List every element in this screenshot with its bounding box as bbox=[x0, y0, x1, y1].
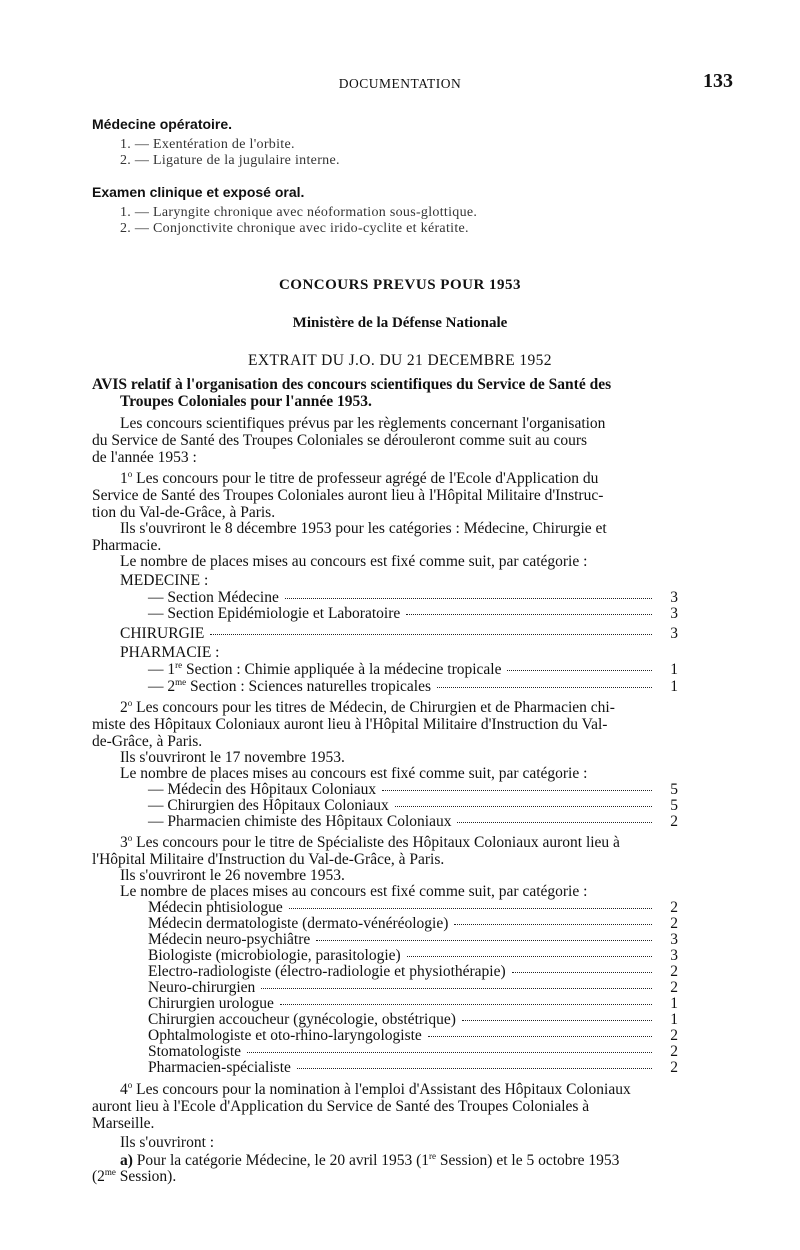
operatoire-item-1: 1. — Exentération de l'orbite. bbox=[120, 137, 295, 152]
section4-line-5: a) Pour la catégorie Médecine, le 20 avril 1953 (1re Session) et le 5 octobre 1953 bbox=[120, 1150, 620, 1169]
intro-line-2: du Service de Santé des Troupes Coloniales se dérouleront comme suit au cours bbox=[92, 432, 588, 449]
list-item-count: 2 bbox=[670, 1027, 678, 1044]
running-header: DOCUMENTATION bbox=[338, 76, 462, 91]
list-item-label: — Médecin des Hôpitaux Coloniaux bbox=[148, 781, 377, 798]
leader-dots bbox=[285, 598, 652, 599]
list-item-label: Médecin phtisiologue bbox=[148, 899, 283, 916]
section1-line-1: 1$^o$ Les concours pour le titre de professeur agrégé de l'Ecole d'Application du bbox=[120, 468, 599, 487]
section1-line-5: Pharmacie. bbox=[92, 537, 162, 554]
section2-number: 2 bbox=[120, 699, 128, 716]
list-item bbox=[148, 661, 678, 679]
list-item-label: — Pharmacien chimiste des Hôpitaux Coloniaux bbox=[148, 813, 452, 830]
list-item-count: 2 bbox=[670, 899, 678, 916]
section4-line-6: ($2^{me}$ Session). bbox=[92, 1166, 177, 1185]
list-item-count: 1 bbox=[670, 995, 678, 1012]
list-item-count: 5 bbox=[670, 781, 678, 798]
section3-number: 3 bbox=[120, 834, 128, 851]
clinique-item-1: 1. — Laryngite chronique avec néoformation sous-glottique. bbox=[120, 205, 478, 220]
concours-title: CONCOURS PREVUS POUR 1953 bbox=[278, 277, 522, 293]
leader-dots bbox=[437, 687, 652, 688]
avis-line-1: AVIS relatif à l'organisation des concours scientifiques du Service de Santé des bbox=[92, 376, 612, 393]
leader-dots bbox=[382, 790, 652, 791]
list-item-label: — Section Médecine bbox=[148, 589, 279, 606]
section4-line-3: Marseille. bbox=[92, 1115, 155, 1132]
list-item-count: 1 bbox=[670, 1011, 678, 1028]
leader-dots bbox=[462, 1020, 652, 1021]
section3-line-2: l'Hôpital Militaire d'Instruction du Val-de-Grâce, à Paris. bbox=[92, 851, 445, 868]
leader-dots bbox=[297, 1068, 652, 1069]
section2-line-5: Le nombre de places mises au concours est fixé comme suit, par catégorie : bbox=[120, 765, 588, 782]
section2-line-4: Ils s'ouvriront le 17 novembre 1953. bbox=[120, 749, 345, 766]
section4-number: 4 bbox=[120, 1081, 128, 1098]
pharmacie-heading: PHARMACIE : bbox=[120, 644, 220, 661]
section1-line-2: Service de Santé des Troupes Coloniales auront lieu à l'Hôpital Militaire d'Instruc- bbox=[92, 487, 604, 504]
page-number: 133 bbox=[703, 70, 733, 92]
section3-line-1: 3$^o$ Les concours pour le titre de Spécialiste des Hôpitaux Coloniaux auront lieu à bbox=[120, 832, 620, 851]
list-item-label: — Chirurgien des Hôpitaux Coloniaux bbox=[148, 797, 389, 814]
section4-line-2: auront lieu à l'Ecole d'Application du Service de Santé des Troupes Coloniales à bbox=[92, 1098, 590, 1115]
leader-dots bbox=[428, 1036, 652, 1037]
leader-dots bbox=[457, 822, 652, 823]
list-item-label: CHIRURGIE bbox=[120, 625, 205, 642]
leader-dots bbox=[280, 1004, 652, 1005]
list-item-count: 5 bbox=[670, 797, 678, 814]
section1-text: Les concours pour le titre de professeur agrégé de l'Ecole d'Application du bbox=[132, 470, 599, 487]
list-item-label: Biologiste (microbiologie, parasitologie) bbox=[148, 947, 401, 964]
list-item bbox=[148, 605, 678, 623]
leader-dots bbox=[247, 1052, 652, 1053]
section2-text: Les concours pour les titres de Médecin, de Chirurgien et de Pharmacien chi- bbox=[132, 699, 615, 716]
list-item-label: Neuro-chirurgien bbox=[148, 979, 256, 996]
clinique-heading: Examen clinique et exposé oral. bbox=[92, 184, 305, 200]
list-item bbox=[120, 625, 678, 643]
clinique-item-2: 2. — Conjonctivite chronique avec irido-cyclite et kératite. bbox=[120, 221, 469, 236]
list-item-label: Electro-radiologiste (électro-radiologie et physiothérapie) bbox=[148, 963, 506, 980]
operatoire-heading: Médecine opératoire. bbox=[92, 116, 233, 132]
operatoire-item-2: 2. — Ligature de la jugulaire interne. bbox=[120, 153, 340, 168]
list-item-count: 3 bbox=[670, 931, 678, 948]
list-item-label: Médecin neuro-psychiâtre bbox=[148, 931, 311, 948]
medecine-heading: MEDECINE : bbox=[120, 572, 209, 589]
leader-dots bbox=[507, 670, 652, 671]
list-item bbox=[148, 813, 678, 831]
list-item-count: 3 bbox=[670, 625, 678, 642]
list-item-count: 2 bbox=[670, 979, 678, 996]
list-item-label: Chirurgien accoucheur (gynécologie, obstétrique) bbox=[148, 1011, 456, 1028]
ministry-heading: Ministère de la Défense Nationale bbox=[292, 315, 508, 331]
list-item bbox=[148, 1059, 678, 1077]
leader-dots bbox=[289, 908, 652, 909]
section3-line-3: Ils s'ouvriront le 26 novembre 1953. bbox=[120, 867, 345, 884]
section4-text: Les concours pour la nomination à l'emploi d'Assistant des Hôpitaux Coloniaux bbox=[132, 1081, 631, 1098]
list-item-label: Pharmacien-spécialiste bbox=[148, 1059, 291, 1076]
item-letter-a: a) bbox=[120, 1152, 133, 1169]
section2-line-3: de-Grâce, à Paris. bbox=[92, 733, 203, 750]
list-item-label: — Section Epidémiologie et Laboratoire bbox=[148, 605, 401, 622]
section1-number: 1 bbox=[120, 470, 128, 487]
section2-line-2: miste des Hôpitaux Coloniaux auront lieu à l'Hôpital Militaire d'Instruction du Val- bbox=[92, 716, 608, 733]
list-item-count: 2 bbox=[670, 1059, 678, 1076]
list-item-count: 2 bbox=[670, 915, 678, 932]
list-item bbox=[148, 678, 678, 696]
section4-line-4: Ils s'ouvriront : bbox=[120, 1134, 215, 1151]
intro-line-3: de l'année 1953 : bbox=[92, 449, 197, 466]
extract-heading: EXTRAIT DU J.O. DU 21 DECEMBRE 1952 bbox=[248, 352, 552, 369]
list-item-count: 2 bbox=[670, 963, 678, 980]
list-item-label: Ophtalmologiste et oto-rhino-laryngologiste bbox=[148, 1027, 422, 1044]
leader-dots bbox=[512, 972, 652, 973]
leader-dots bbox=[406, 614, 652, 615]
list-item-label: Stomatologiste bbox=[148, 1043, 241, 1060]
leader-dots bbox=[261, 988, 652, 989]
list-item-count: 1 bbox=[670, 661, 678, 678]
list-item-label: Médecin dermatologiste (dermato-vénéréologie) bbox=[148, 915, 449, 932]
list-item-count: 1 bbox=[670, 678, 678, 695]
leader-dots bbox=[407, 956, 652, 957]
avis-line-2: Troupes Coloniales pour l'année 1953. bbox=[120, 393, 372, 410]
list-item-count: 3 bbox=[670, 605, 678, 622]
section1-line-6: Le nombre de places mises au concours est fixé comme suit, par catégorie : bbox=[120, 553, 588, 570]
section3-line-4: Le nombre de places mises au concours est fixé comme suit, par catégorie : bbox=[120, 883, 588, 900]
list-item-count: 3 bbox=[670, 947, 678, 964]
list-item-label: Chirurgien urologue bbox=[148, 995, 274, 1012]
section1-line-4: Ils s'ouvriront le 8 décembre 1953 pour les catégories : Médecine, Chirurgie et bbox=[120, 520, 607, 537]
intro-line-1: Les concours scientifiques prévus par les règlements concernant l'organisation bbox=[120, 415, 606, 432]
section1-line-3: tion du Val-de-Grâce, à Paris. bbox=[92, 504, 276, 521]
section2-line-1: 2$^o$ Les concours pour les titres de Médecin, de Chirurgien et de Pharmacien chi- bbox=[120, 697, 615, 716]
leader-dots bbox=[316, 940, 652, 941]
leader-dots bbox=[454, 924, 652, 925]
list-item-count: 3 bbox=[670, 589, 678, 606]
list-item-count: 2 bbox=[670, 813, 678, 830]
leader-dots bbox=[210, 634, 652, 635]
list-item-label: — $2^{me}$ Section : Sciences naturelles tropicales bbox=[148, 676, 432, 695]
section3-text: Les concours pour le titre de Spécialiste des Hôpitaux Coloniaux auront lieu à bbox=[132, 834, 620, 851]
leader-dots bbox=[395, 806, 652, 807]
list-item-count: 2 bbox=[670, 1043, 678, 1060]
section4-line-1: 4$^o$ Les concours pour la nomination à l'emploi d'Assistant des Hôpitaux Coloniaux bbox=[120, 1079, 631, 1098]
list-item-label: — 1re Section : Chimie appliquée à la médecine tropicale bbox=[148, 659, 502, 678]
